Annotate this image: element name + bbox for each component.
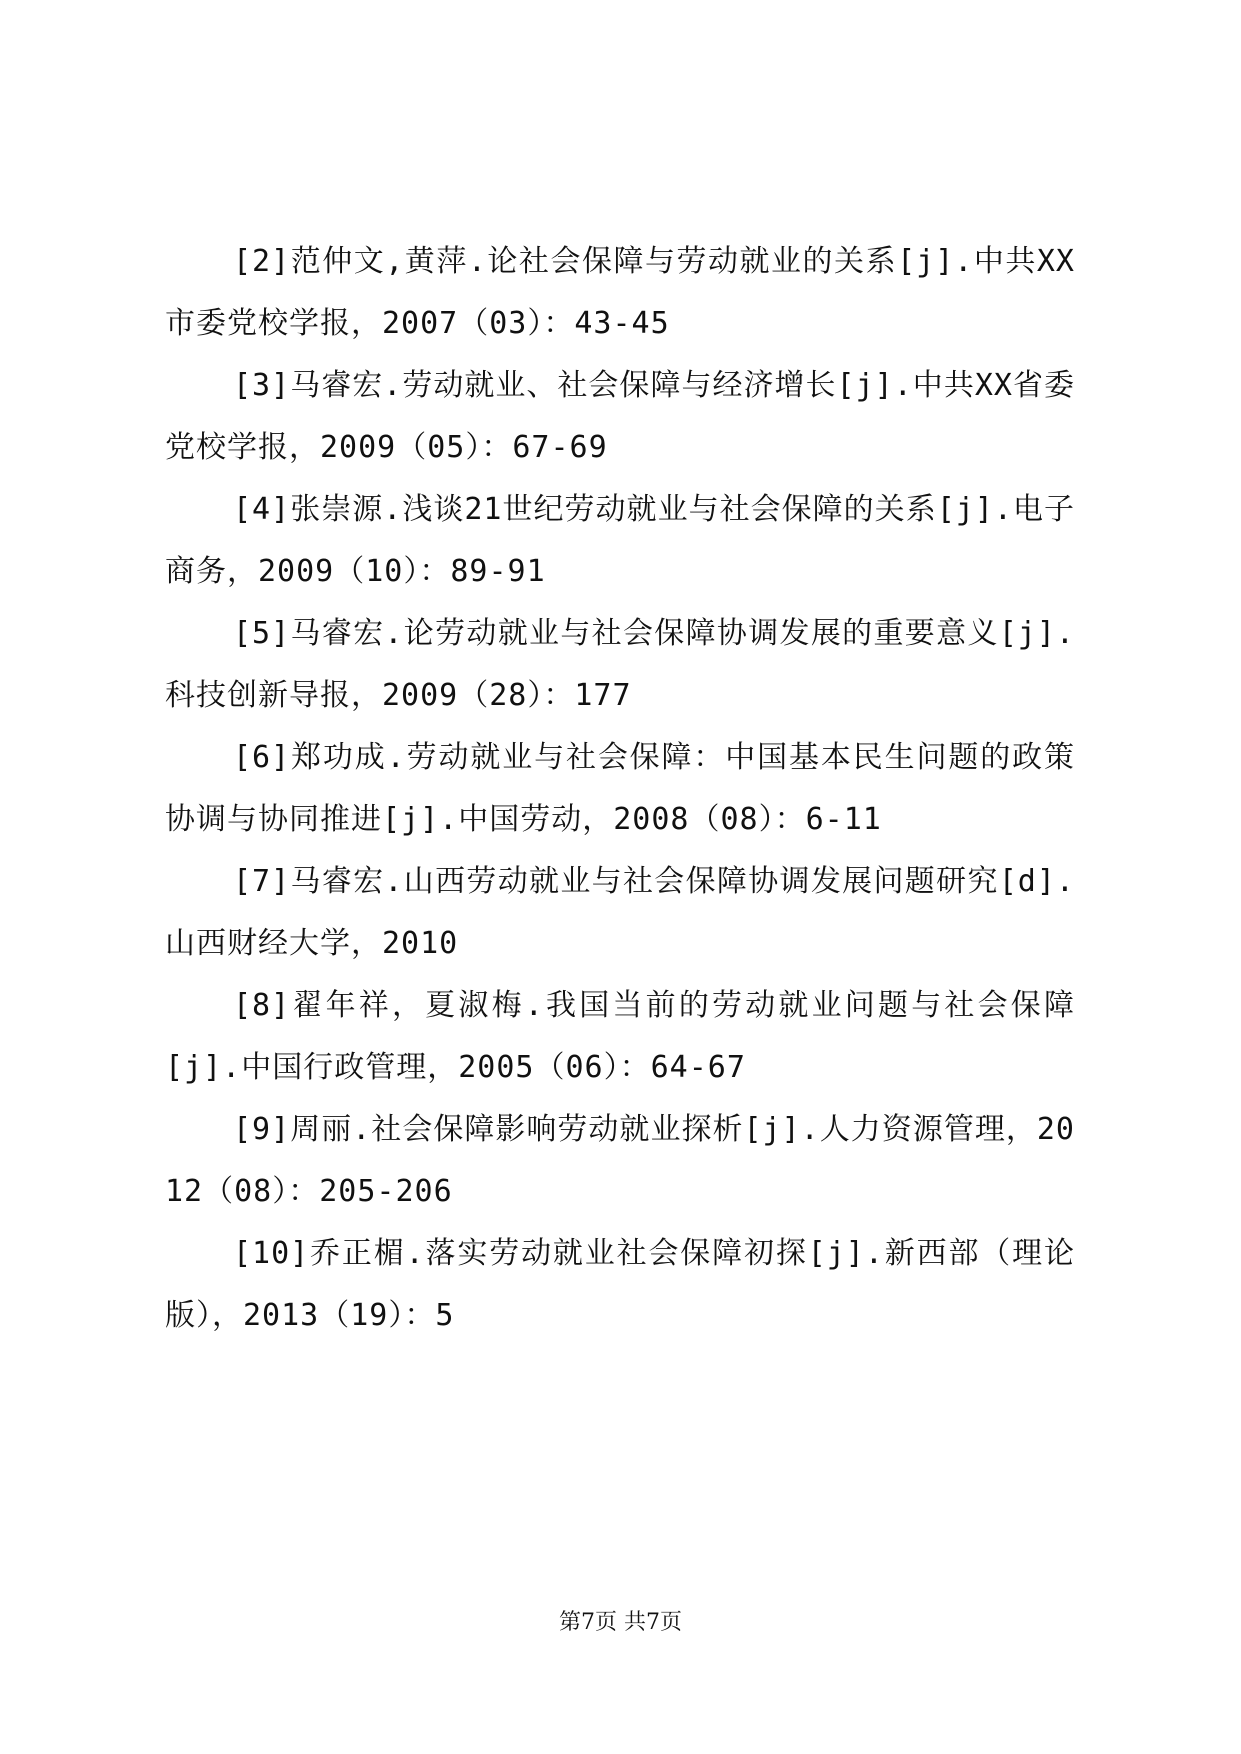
reference-item: [3]马睿宏.劳动就业、社会保障与经济增长[j].中共XX省委党校学报，2009（05）：67-69	[165, 368, 1075, 465]
reference-item: [8]翟年祥，夏淑梅.我国当前的劳动就业问题与社会保障[j].中国行政管理，2005（06）：64-67	[165, 988, 1075, 1085]
reference-item: [7]马睿宏.山西劳动就业与社会保障协调发展问题研究[d].山西财经大学，2010	[165, 864, 1075, 961]
reference-item: [2]范仲文,黄萍.论社会保障与劳动就业的关系[j].中共XX市委党校学报，2007（03）：43-45	[165, 244, 1075, 341]
reference-item: [10]乔正楣.落实劳动就业社会保障初探[j].新西部（理论版），2013（19）：5	[165, 1236, 1075, 1333]
reference-list	[165, 231, 1075, 1347]
page-number-label: 第7页 共7页	[559, 1610, 682, 1635]
reference-item: [4]张崇源.浅谈21世纪劳动就业与社会保障的关系[j].电子商务，2009（10）：89-91	[165, 492, 1075, 589]
page-footer	[0, 1605, 1241, 1636]
reference-item: [5]马睿宏.论劳动就业与社会保障协调发展的重要意义[j].科技创新导报，2009（28）：177	[165, 616, 1075, 713]
reference-item: [6]郑功成.劳动就业与社会保障：中国基本民生问题的政策协调与协同推进[j].中国劳动，2008（08）：6-11	[165, 740, 1075, 837]
reference-item: [9]周丽.社会保障影响劳动就业探析[j].人力资源管理，2012（08）：205-206	[165, 1112, 1075, 1209]
